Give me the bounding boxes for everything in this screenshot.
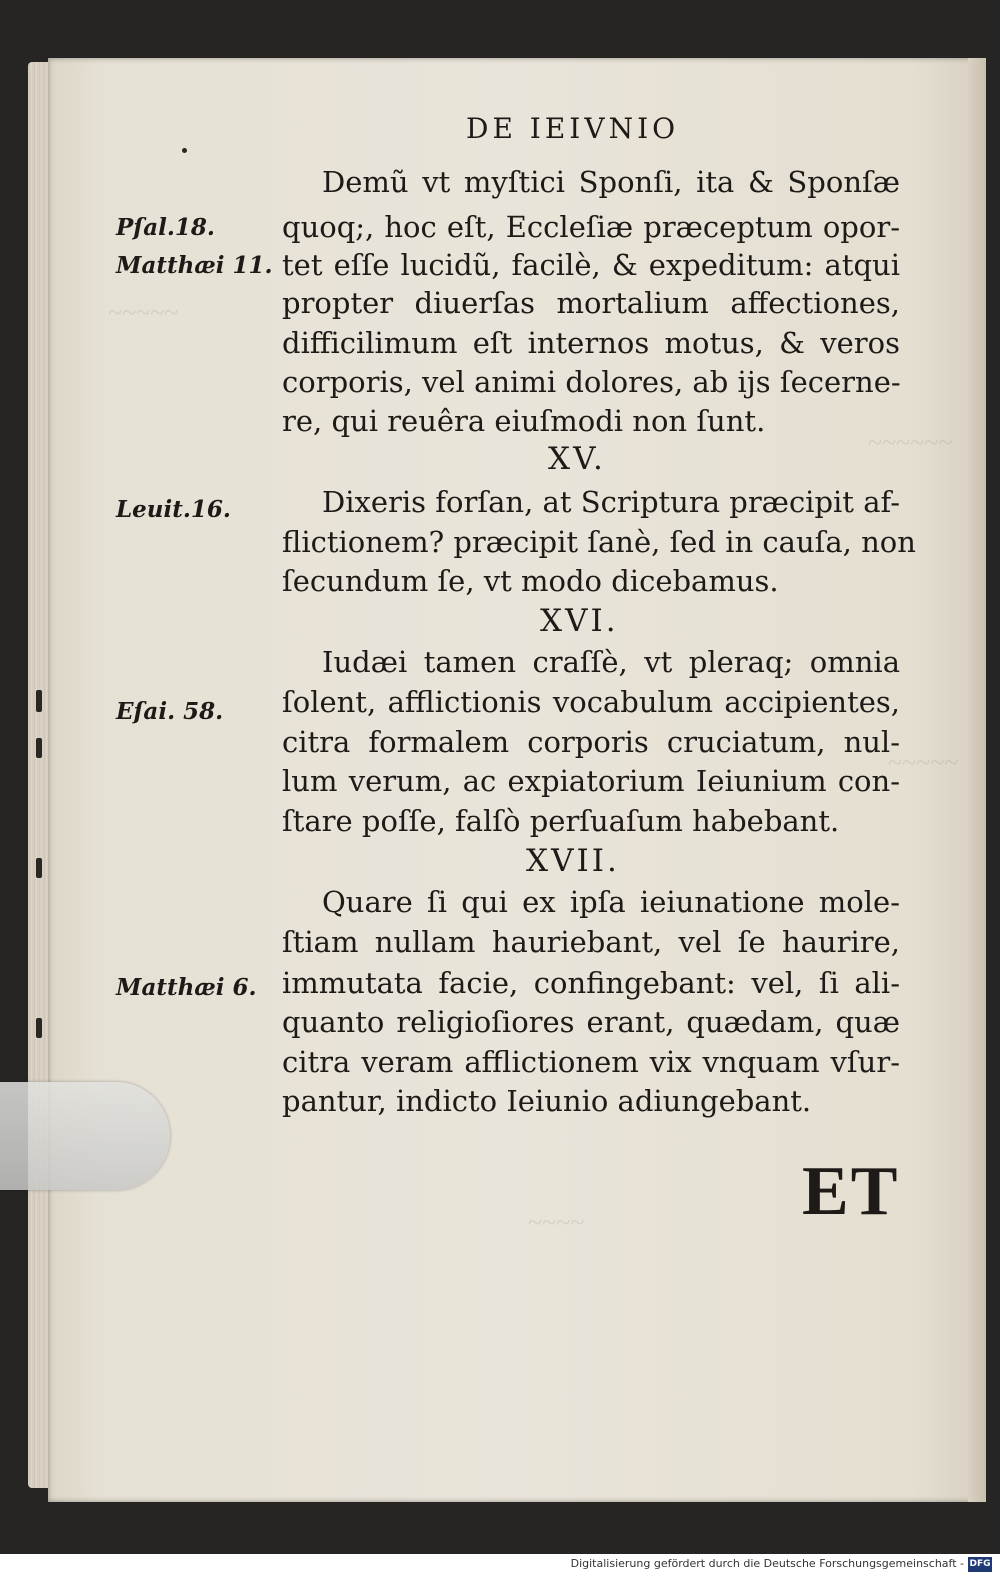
dfg-logo-icon: DFG: [968, 1557, 992, 1572]
page-right-edge: [968, 58, 986, 1502]
text-line: flictionem? præcipit ſanè, ſed in cauſa, non: [282, 525, 916, 559]
edge-mark: [36, 738, 42, 758]
text-line: tet eſſe lucidũ, facilè, & expeditum: atqui: [282, 248, 900, 282]
margin-reference: Leuit.16.: [116, 496, 231, 523]
bleed-through-mark: ~~~~~: [108, 298, 179, 327]
text-line: Quare ſi qui ex ipſa ieiunatione mole-: [322, 885, 900, 919]
margin-reference: Pſal.18.: [116, 214, 215, 241]
text-line: Dixeris forſan, at Scriptura præcipit af-: [322, 485, 900, 519]
text-line: ſtare poſſe, falſò perſuaſum habebant.: [282, 804, 840, 838]
text-line: propter diuerſas mortalium affectiones,: [282, 286, 900, 320]
text-line: corporis, vel animi dolores, ab ijs ſecerne-: [282, 365, 901, 399]
page-holder-clip: [0, 1082, 170, 1190]
text-line: ſolent, afflictionis vocabulum accipientes,: [282, 685, 900, 719]
text-line: lum verum, ac expiatorium Ieiunium con-: [282, 764, 900, 798]
text-line: quoq;, hoc eſt, Eccleſiæ præceptum opor-: [282, 210, 900, 244]
section-numeral: XVII.: [526, 843, 620, 879]
text-line: immutata facie, confingebant: vel, ſi ali-: [282, 966, 900, 1000]
text-line: ſecundum ſe, vt modo dicebamus.: [282, 564, 779, 598]
running-header: DE IEIVNIO: [466, 112, 680, 145]
margin-reference: Eſai. 58.: [116, 698, 224, 725]
text-line: citra formalem corporis cruciatum, nul-: [282, 725, 900, 759]
text-line: Demũ vt myſtici Sponſi, ita & Sponſæ: [322, 165, 900, 199]
text-line: citra veram afflictionem vix vnquam vſur-: [282, 1045, 900, 1079]
edge-mark: [36, 858, 42, 878]
text-line: Iudæi tamen craſſè, vt pleraq; omnia: [322, 645, 900, 679]
text-line: pantur, indicto Ieiunio adiungebant.: [282, 1084, 812, 1118]
section-numeral: XVI.: [540, 603, 619, 639]
footer-credit: Digitalisierung gefördert durch die Deutsche Forschungsgemeinschaft -: [570, 1557, 964, 1570]
text-line: re, qui reuêra eiuſmodi non ſunt.: [282, 404, 766, 438]
bleed-through-mark: ~~~~~: [888, 748, 959, 777]
ink-speck: [182, 148, 187, 153]
text-line: ſtiam nullam hauriebant, vel ſe haurire,: [282, 925, 900, 959]
footer-bar: [0, 1554, 1000, 1576]
margin-reference: Matthæi 11.: [116, 252, 273, 279]
section-numeral: XV.: [548, 441, 606, 477]
margin-reference: Matthæi 6.: [116, 974, 257, 1001]
bleed-through-mark: ~~~~: [528, 1208, 585, 1237]
bleed-through-mark: ~~~~~~: [868, 428, 953, 457]
text-line: difficilimum eſt internos motus, & veros: [282, 326, 900, 360]
catchword: ET: [802, 1153, 900, 1230]
edge-mark: [36, 1018, 42, 1038]
edge-mark: [36, 690, 42, 712]
text-line: quanto religioſiores erant, quædam, quæ: [282, 1005, 900, 1039]
